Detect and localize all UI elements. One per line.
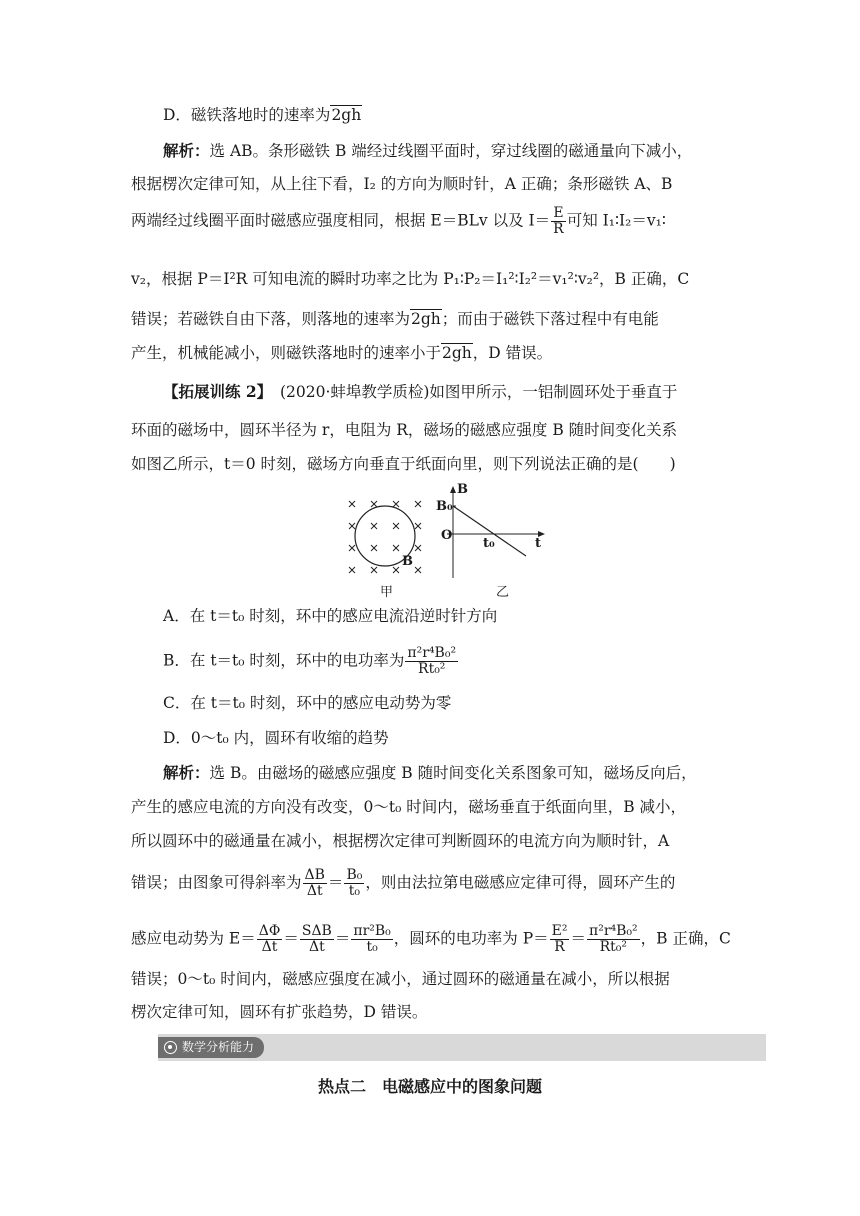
exercise-line-1: 【拓展训练 2】 (2020·蚌埠教学质检)如图甲所示，一铝制圆环处于垂直于 — [163, 382, 678, 401]
solution-1-line-5: 错误；若磁铁自由下落，则落地的速率为2gh；而由于磁铁下落过程中有电能 — [131, 310, 659, 328]
option-d: D．0～t₀ 内，圆环有收缩的趋势 — [163, 729, 389, 747]
solution-1-line-1: 解析：选 AB。条形磁铁 B 端经过线圈平面时，穿过线圈的磁通量向下减小， — [163, 141, 693, 160]
figure-right-caption: 乙 — [496, 585, 510, 600]
solution-1-line-2: 根据楞次定律可知，从上往下看，I₂ 的方向为顺时针，A 正确；条形磁铁 A、B — [131, 175, 673, 193]
fraction-pir2b0-t0: $\frac{\text{πr²B₀}}{\text{t₀}}$ — [353, 923, 391, 955]
section-tag-label: 数学分析能力 — [182, 1040, 255, 1054]
option-c: C．在 t＝t₀ 时刻，环中的感应电动势为零 — [163, 694, 452, 712]
solution-2-line-2: 产生的感应电流的方向没有改变，0～t₀ 时间内，磁场垂直于纸面向里，B 减小， — [131, 798, 687, 816]
solution-2-line-4: 错误；由图象可得斜率为 $\frac{\Delta B}{\Delta t}$ ＝ $\frac{\text{B₀}}{\text{t₀}}$ ，则由法拉第电磁感应定律可得，圆环产生的 — [131, 867, 676, 899]
fraction-b0-t0: $\frac{\text{B₀}}{\text{t₀}}$ — [346, 867, 363, 899]
figure-left-caption: 甲 — [380, 585, 394, 600]
solution-2-line-3: 所以圆环中的磁通量在减小，根据楞次定律可判断圆环的电流方向为顺时针，A — [131, 832, 670, 850]
fraction-sdb-dt: $\frac{\text{SΔB}}{\Delta t}$ — [301, 923, 332, 955]
option-a: A．在 t＝t₀ 时刻，环中的感应电流沿逆时针方向 — [163, 607, 498, 625]
sqrt-2gh: 2gh — [411, 310, 441, 328]
target-icon — [164, 1041, 177, 1054]
section-title: 热点二 电磁感应中的图象问题 — [317, 1077, 542, 1096]
t-axis-label: t — [535, 536, 542, 551]
origin-label: O — [441, 528, 453, 543]
fraction-dphi-dt: $\frac{\Delta\Phi}{\Delta t}$ — [258, 923, 281, 955]
b0-label: B₀ — [436, 499, 453, 514]
section-banner — [158, 1034, 766, 1061]
b-axis-arrow — [450, 486, 456, 493]
solution-1-line-6: 产生，机械能减小，则磁铁落地时的速率小于2gh，D 错误。 — [131, 344, 553, 362]
exercise-line-3: 如图乙所示，t＝0 时刻，磁场方向垂直于纸面向里，则下列说法正确的是( ) — [131, 455, 676, 473]
solution-2-line-5: 感应电动势为 E＝ $\frac{\Delta\Phi}{\Delta t}$ ＝ $\frac{\text{SΔB}}{\Delta t}$ ＝ $\frac{\text{πr²B₀}}{\text{t₀}}$ ，圆环的电功率为 P＝ $\frac{\text{E²}}{R}$ ＝ $\frac{\text{π²r⁴B₀²}}{\text{Rt₀²}}$ ，B 正确，C — [131, 923, 731, 955]
b-axis-label: B — [457, 482, 468, 497]
ring-b-label: B — [402, 554, 413, 569]
exercise-line-2: 环面的磁场中，圆环半径为 r，电阻为 R，磁场的磁感应强度 B 随时间变化关系 — [131, 421, 678, 439]
figure-ring-and-graph — [330, 484, 560, 602]
sqrt-2gh: 2gh — [331, 106, 362, 124]
fraction-db-dt: $\frac{\Delta B}{\Delta t}$ — [304, 867, 325, 899]
option-d-previous: D．磁铁落地时的速率为2gh — [163, 106, 362, 124]
solution-1-line-3: 两端经过线圈平面时磁感应强度相同，根据 E＝BLv 以及 I＝ $\frac{E}{R}$ 可知 I₁∶I₂＝v₁∶ — [131, 205, 666, 237]
fraction-power: $\frac{\text{π²r⁴B₀²}}{\text{Rt₀²}}$ — [407, 645, 457, 677]
t0-label: t₀ — [483, 536, 495, 551]
solution-2-line-7: 楞次定律可知，圆环有扩张趋势，D 错误。 — [131, 1003, 428, 1021]
fraction-power-result: $\frac{\text{π²r⁴B₀²}}{\text{Rt₀²}}$ — [589, 923, 638, 955]
solution-2-line-1: 解析：选 B。由磁场的磁感应强度 B 随时间变化关系图象可知，磁场反向后， — [163, 763, 697, 782]
section-tag — [158, 1037, 264, 1058]
solution-2-line-6: 错误；0～t₀ 时间内，磁感应强度在减小，通过圆环的磁通量在减小，所以根据 — [131, 970, 670, 988]
sqrt-2gh: 2gh — [442, 344, 472, 362]
fraction-e-over-r: $\frac{E}{R}$ — [553, 205, 564, 237]
option-b: B．在 t＝t₀ 时刻，环中的电功率为 $\frac{\text{π²r⁴B₀²}}{\text{Rt₀²}}$ — [163, 645, 457, 677]
fraction-e2-r: $\frac{\text{E²}}{R}$ — [551, 923, 568, 955]
solution-1-line-4: v₂，根据 P＝I²R 可知电流的瞬时功率之比为 P₁∶P₂＝I₁²∶I₂²＝v₁²∶v₂²，B 正确，C — [131, 270, 690, 288]
